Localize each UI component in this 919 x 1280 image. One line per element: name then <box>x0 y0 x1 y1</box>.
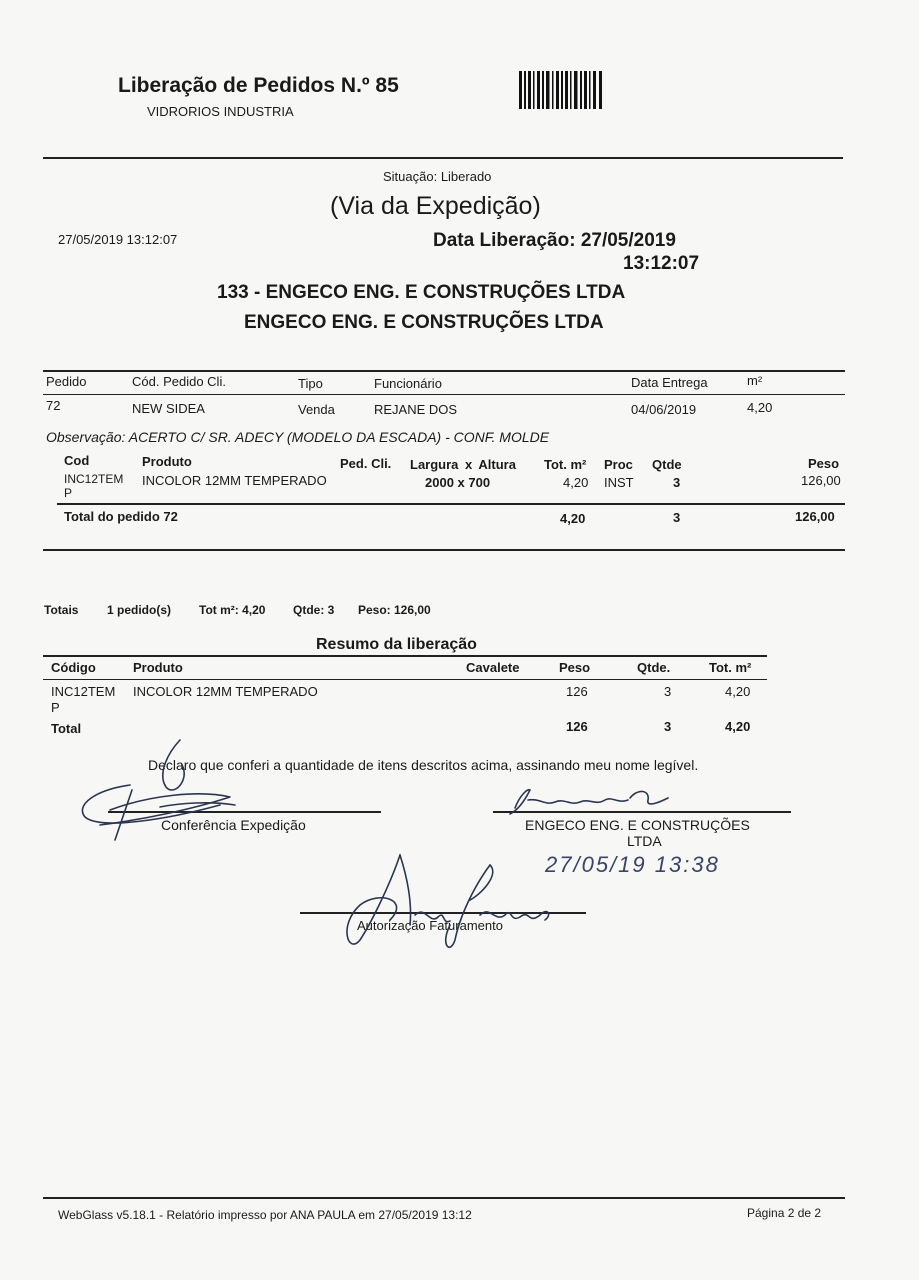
header-divider <box>43 157 843 159</box>
release-date: Data Liberação: 27/05/2019 <box>433 230 676 251</box>
item-product: INCOLOR 12MM TEMPERADO <box>142 473 327 488</box>
summary-col-produto: Produto <box>133 660 183 675</box>
order-total-qtde: 3 <box>673 510 681 525</box>
col-data-entrega: Data Entrega <box>631 375 708 390</box>
item-col-tot-m2: Tot. m² <box>544 457 587 472</box>
totals-peso: Peso: 126,00 <box>358 603 431 617</box>
handwritten-date: 27/05/19 13:38 <box>545 852 720 877</box>
item-col-proc: Proc <box>604 457 633 472</box>
item-peso: 126,00 <box>801 473 841 488</box>
item-proc: INST <box>604 475 634 490</box>
conferencia-signature <box>70 735 270 845</box>
printed-timestamp: 27/05/2019 13:12:07 <box>58 232 178 247</box>
altura-label: Altura <box>478 457 516 472</box>
summary-col-tot-m2: Tot. m² <box>709 660 752 675</box>
summary-total-qtde: 3 <box>664 719 672 734</box>
item-qtde: 3 <box>673 475 681 490</box>
footer-divider <box>43 1197 845 1199</box>
order-client-code: NEW SIDEA <box>132 401 205 416</box>
client-legal-name: ENGECO ENG. E CONSTRUÇÕES LTDA <box>244 312 604 333</box>
autorizacao-signature <box>330 845 560 955</box>
order-total-label: Total do pedido 72 <box>64 509 178 524</box>
order-divider-bottom <box>43 549 845 551</box>
declaration-text: Declaro que conferi a quantidade de itens descritos acima, assinando meu nome legível. <box>148 757 699 773</box>
totals-orders: 1 pedido(s) <box>107 603 172 617</box>
largura-label: Largura <box>410 457 459 472</box>
order-total-peso: 126,00 <box>795 509 835 524</box>
barcode <box>519 71 603 109</box>
order-delivery-date: 04/06/2019 <box>631 402 697 417</box>
summary-row-qtde: 3 <box>664 684 672 699</box>
item-tot-m2: 4,20 <box>563 475 589 490</box>
client-company-line2: LTDA <box>627 833 662 849</box>
item-col-produto: Produto <box>142 454 192 469</box>
order-observation: Observação: ACERTO C/ SR. ADECY (MODELO DA ESCADA) - CONF. MOLDE <box>46 429 550 445</box>
conferencia-label: Conferência Expedição <box>161 817 306 833</box>
release-time: 13:12:07 <box>623 253 700 274</box>
client-company-line1: ENGECO ENG. E CONSTRUÇÕES <box>525 817 750 833</box>
summary-row-tot-m2: 4,20 <box>725 684 751 699</box>
item-code-line1: INC12TEM <box>64 472 124 486</box>
order-number: 72 <box>46 398 61 413</box>
item-col-qtde: Qtde <box>652 457 682 472</box>
totals-m2: Tot m²: 4,20 <box>199 603 266 617</box>
col-tipo: Tipo <box>298 376 323 391</box>
col-cod-pedido-cli: Cód. Pedido Cli. <box>132 374 226 389</box>
summary-total-label: Total <box>51 721 82 736</box>
item-col-largura <box>410 457 516 472</box>
company-name: VIDRORIOS INDUSTRIA <box>147 104 294 119</box>
client-name: 133 - ENGECO ENG. E CONSTRUÇÕES LTDA <box>217 282 626 303</box>
summary-total-tot-m2: 4,20 <box>725 719 751 734</box>
barcode-graphic <box>519 71 603 109</box>
autorizacao-label: Autorização Faturamento <box>357 918 503 933</box>
summary-row-peso: 126 <box>566 684 588 699</box>
order-type: Venda <box>298 402 335 417</box>
footer-page-number: Página 2 de 2 <box>747 1206 822 1220</box>
item-dimensions: 2000 x 700 <box>425 475 491 490</box>
order-header-divider <box>43 394 845 395</box>
summary-row-code <box>51 684 115 716</box>
status-text: Situação: Liberado <box>383 169 492 184</box>
summary-col-cavalete: Cavalete <box>466 660 520 675</box>
footer-report-info: WebGlass v5.18.1 - Relatório impresso por ANA PAULA em 27/05/2019 13:12 <box>58 1208 472 1222</box>
copy-label: (Via da Expedição) <box>330 192 541 220</box>
summary-row-product: INCOLOR 12MM TEMPERADO <box>133 684 318 699</box>
summary-code-line2: P <box>51 700 60 715</box>
item-code-line2: P <box>64 486 73 500</box>
totals-label: Totais <box>44 603 79 617</box>
summary-col-codigo: Código <box>51 660 96 675</box>
item-col-ped-cli: Ped. Cli. <box>340 456 392 471</box>
document-title: Liberação de Pedidos N.º 85 <box>118 74 399 97</box>
summary-code-line1: INC12TEM <box>51 684 116 699</box>
item-col-cod: Cod <box>64 453 90 468</box>
client-signature <box>500 780 690 820</box>
item-col-peso: Peso <box>808 456 840 471</box>
order-employee: REJANE DOS <box>374 402 458 417</box>
times-sign: x <box>465 457 473 472</box>
order-m2: 4,20 <box>747 400 773 415</box>
summary-col-peso: Peso <box>559 660 591 675</box>
col-m2: m² <box>747 373 763 388</box>
col-pedido: Pedido <box>46 374 87 389</box>
summary-col-qtde: Qtde. <box>637 660 671 675</box>
totals-qtde: Qtde: 3 <box>293 603 335 617</box>
summary-title: Resumo da liberação <box>316 636 477 653</box>
summary-divider-top <box>43 655 767 657</box>
col-funcionario: Funcionário <box>374 376 442 391</box>
order-divider-top <box>43 370 845 372</box>
order-total-m2: 4,20 <box>560 511 586 526</box>
item-code <box>64 472 123 500</box>
summary-header-divider <box>43 679 767 680</box>
item-divider <box>57 503 845 505</box>
summary-total-peso: 126 <box>566 719 588 734</box>
